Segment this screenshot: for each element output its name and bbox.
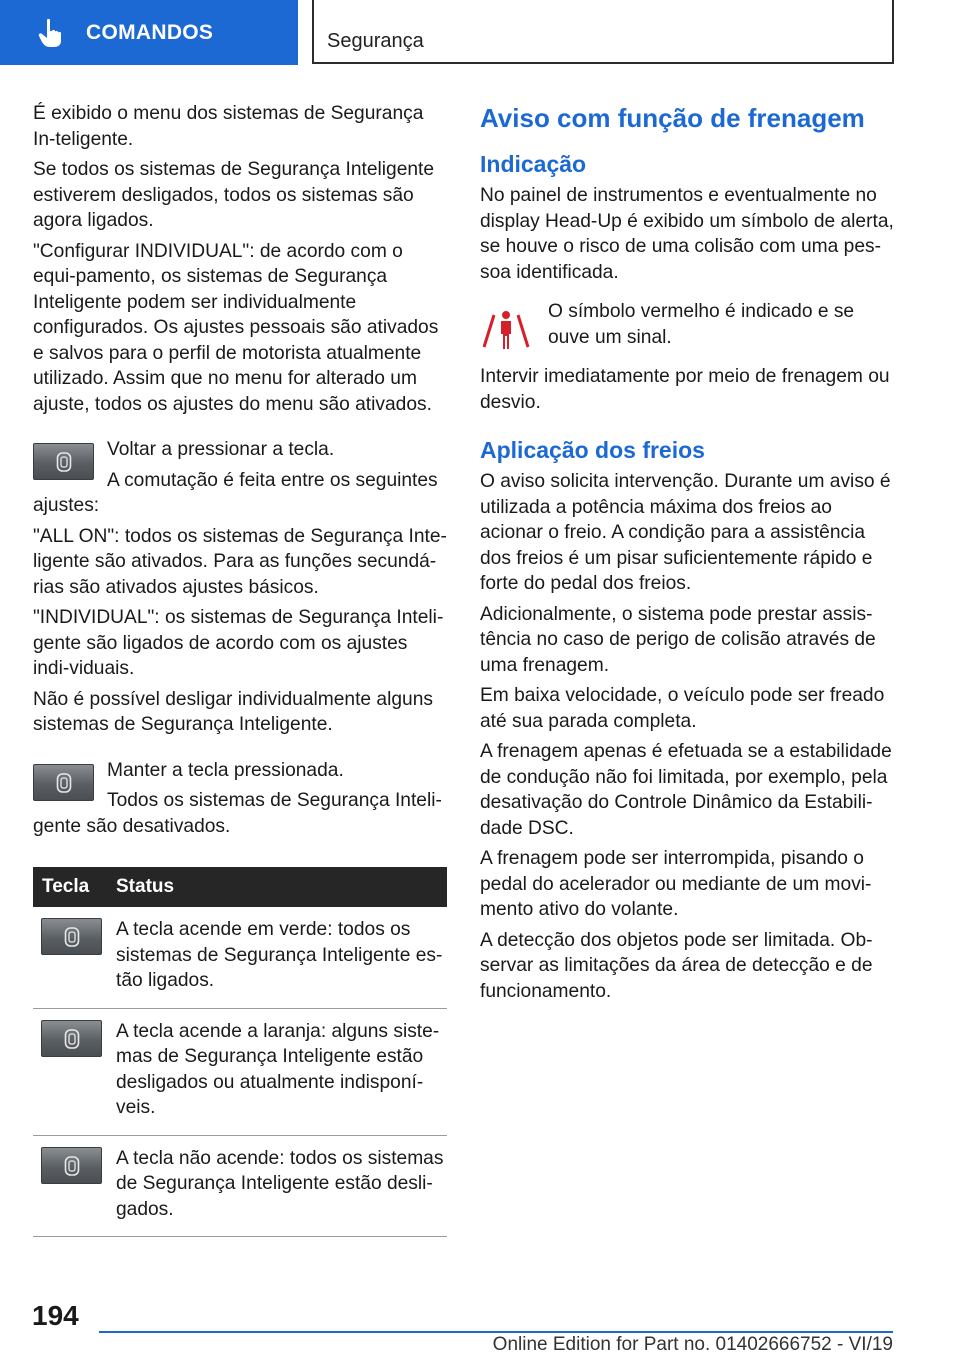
safety-button-image <box>41 918 102 955</box>
section-tab <box>0 0 298 65</box>
section-title-box <box>312 0 894 64</box>
paragraph: "Configurar INDIVIDUAL": de acordo com o equi-pamento, os sistemas de Segurança Inteligente podem ser individualmente configurados. Os ajustes pessoais são ativados e salvos para o perfil de motorista atualmente utilizado. Assim que no menu for alterado um ajuste, todos os ajustes do menu são ativados. <box>33 240 439 415</box>
paragraph: A frenagem apenas é efetuada se a estabilidade de condução não foi limitada, por exemplo, pela desativação do Controle Dinâmico da Estabili-dade DSC. <box>480 741 892 839</box>
key-instruction-text: Voltar a pressionar a tecla. <box>107 439 335 460</box>
table-row <box>33 1008 447 1135</box>
paragraph: "INDIVIDUAL": os sistemas de Segurança Inteli-gente são ligados de acordo com os ajustes indi-viduais. <box>33 607 444 679</box>
section-heading: Aviso com função de frenagem <box>480 103 865 133</box>
safety-button-image <box>41 1147 102 1184</box>
column-header-tecla: Tecla <box>33 867 116 907</box>
warning-symbol-block <box>480 299 898 350</box>
status-table <box>33 867 447 1237</box>
key-instruction-text: A comutação é feita entre os seguintes ajustes: <box>33 469 438 516</box>
left-column <box>33 101 447 1237</box>
footer-divider <box>99 1331 893 1333</box>
column-header-status: Status <box>116 867 447 907</box>
key-instruction-1 <box>33 437 447 519</box>
right-column <box>480 101 898 1009</box>
section-tab-label: COMANDOS <box>86 20 214 44</box>
section-title: Segurança <box>327 30 424 52</box>
subheading: Indicação <box>480 151 587 177</box>
page-number: 194 <box>32 1300 79 1331</box>
safety-button-image <box>33 443 94 480</box>
paragraph: A frenagem pode ser interrompida, pisando o pedal do acelerador ou mediante de um movi-mento ativo do volante. <box>480 848 872 920</box>
car-shield-icon <box>56 452 72 472</box>
table-row <box>33 907 447 1008</box>
paragraph: Em baixa velocidade, o veículo pode ser freado até sua parada completa. <box>480 685 885 732</box>
status-text: A tecla não acende: todos os sistemas de Segurança Inteligente estão desli-gados. <box>116 1147 444 1220</box>
safety-button-image <box>33 764 94 801</box>
paragraph: Adicionalmente, o sistema pode prestar assis-tência no caso de perigo de colisão através de uma frenagem. <box>480 603 876 676</box>
paragraph: É exibido o menu dos sistemas de Segurança In-teligente. <box>33 103 424 150</box>
paragraph: No painel de instrumentos e eventualmente no display Head-Up é exibido um símbolo de alerta, se houve o risco de uma colisão com uma pes-soa identificada. <box>480 185 894 283</box>
subheading: Aplicação dos freios <box>480 437 705 463</box>
paragraph: Intervir imediatamente por meio de frenagem ou desvio. <box>480 366 890 413</box>
car-shield-icon <box>64 927 80 947</box>
status-text: A tecla acende a laranja: alguns siste-mas de Segurança Inteligente estão desligados ou atualmente indisponí-veis. <box>116 1020 440 1118</box>
edition-note: Online Edition for Part no. 01402666752 - VI/19 <box>492 1334 893 1355</box>
safety-button-image <box>41 1020 102 1057</box>
paragraph: "ALL ON": todos os sistemas de Segurança Inte-ligente são ativados. Para as funções secundá-rias são ativados ajustes básicos. <box>33 525 447 598</box>
car-shield-icon <box>56 773 72 793</box>
status-text: A tecla acende em verde: todos os sistemas de Segurança Inteligente es-tão ligados. <box>116 919 443 991</box>
car-shield-icon <box>64 1156 80 1176</box>
key-instruction-text: Todos os sistemas de Segurança Inteli-gente são desativados. <box>33 790 442 837</box>
key-instruction-2 <box>33 758 447 840</box>
paragraph: A detecção dos objetos pode ser limitada. Ob-servar as limitações da área de detecção e de funcionamento. <box>480 929 873 1002</box>
paragraph: Se todos os sistemas de Segurança Inteligente estiverem desligados, todos os sistemas são agora ligados. <box>33 159 435 231</box>
key-instruction-text: Manter a tecla pressionada. <box>107 759 344 781</box>
table-row <box>33 1135 447 1237</box>
alert-description: O símbolo vermelho é indicado e se ouve um sinal. <box>548 301 855 348</box>
paragraph: O aviso solicita intervenção. Durante um aviso é utilizada a potência máxima dos freios ao acionar o freio. A condição para a assistência dos freios é um pisar suficientemente rápido e forte do pedal dos freios. <box>480 471 891 594</box>
pointing-hand-icon <box>38 18 66 48</box>
car-shield-icon <box>64 1029 80 1049</box>
paragraph: Não é possível desligar individualmente alguns sistemas de Segurança Inteligente. <box>33 688 433 735</box>
pedestrian-warning-icon <box>480 307 532 353</box>
table-header-row <box>33 867 447 907</box>
